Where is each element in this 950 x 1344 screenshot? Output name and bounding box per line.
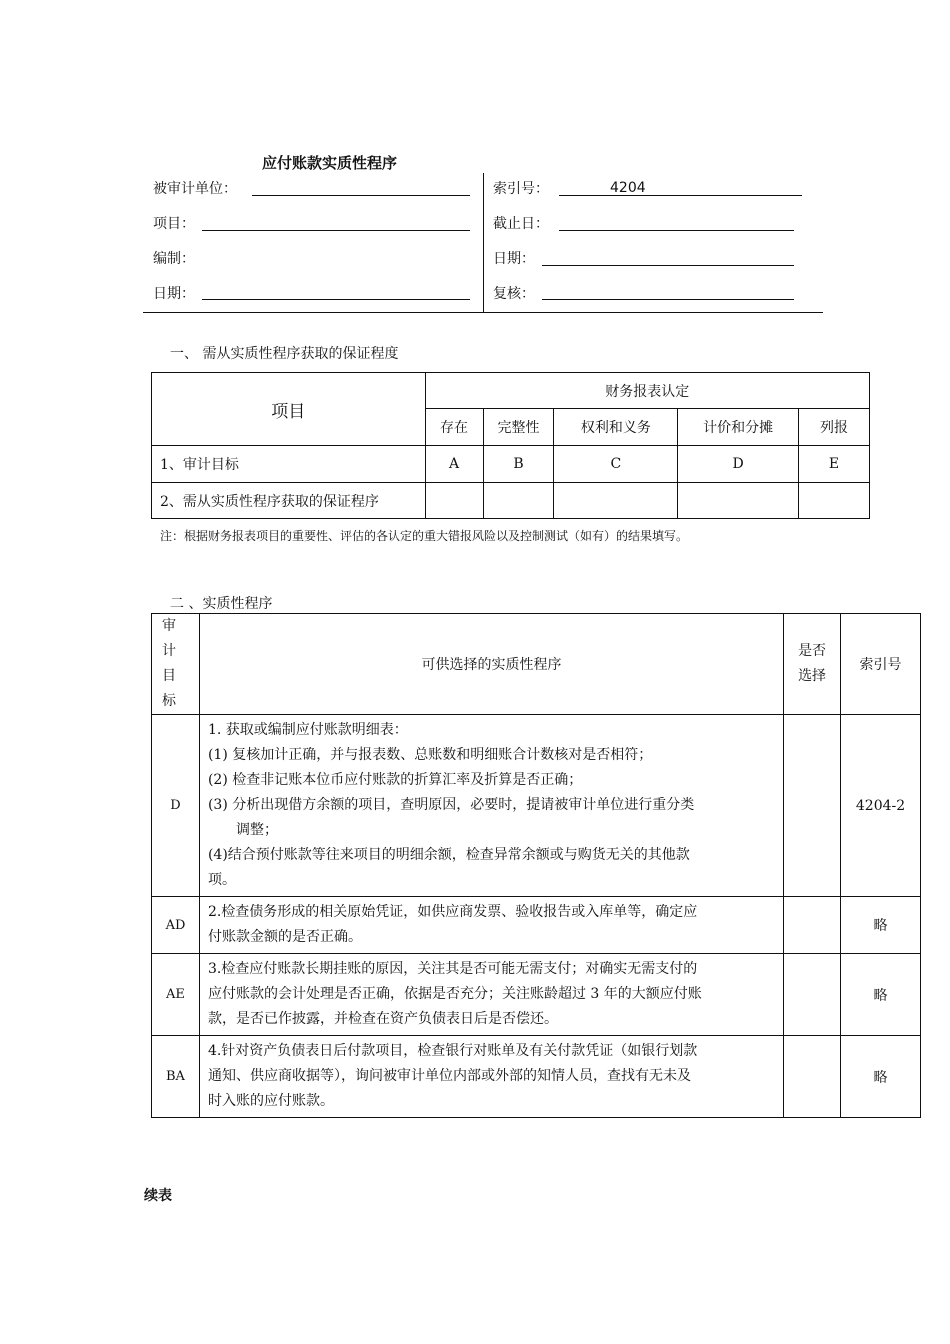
date-field-right[interactable] [542,265,794,266]
document-title: 应付账款实质性程序 [262,154,398,172]
auditee-field[interactable] [252,195,470,196]
col-index-header: 索引号 [841,614,921,715]
row-assurance-label: 2、需从实质性程序获取的保证程序 [152,483,426,519]
row-index: 略 [841,954,921,1036]
col-selected-header: 是否 选择 [784,614,841,715]
table-row [152,715,921,897]
section2-heading: 二 、实质性程序 [170,596,273,612]
prepared-label: 编制： [153,251,195,267]
table-row [152,897,921,954]
index-value: 4204 [610,180,646,196]
assurance-table [151,372,870,519]
assertion-completeness: 完整性 [483,409,554,446]
assertion-existence: 存在 [425,409,483,446]
cutoff-label: 截止日： [493,216,549,232]
row-target: D [152,715,200,897]
table-row [152,954,921,1036]
objective-c: C [554,446,678,483]
continued-label: 续表 [144,1188,172,1204]
review-label: 复核： [493,286,535,302]
assurance-cell-3[interactable] [554,483,678,519]
date-label-left: 日期： [153,286,195,302]
auditee-label: 被审计单位： [153,181,237,197]
date-label-right: 日期： [493,251,535,267]
section1-note: 注：根据财务报表项目的重要性、评估的各认定的重大错报风险以及控制测试（如有）的结果填写。 [160,529,689,543]
objective-a: A [425,446,483,483]
objective-b: B [483,446,554,483]
project-label: 项目： [153,216,195,232]
table-row [152,1036,921,1118]
col-procedure-header: 可供选择的实质性程序 [199,614,783,715]
header-divider [483,173,484,313]
assertion-presentation: 列报 [799,409,870,446]
row-selected-cell[interactable] [784,1036,841,1118]
row-procedure: 4.针对资产负债表日后付款项目，检查银行对账单及有关付款凭证（如银行划款 通知、供应商收据等），询问被审计单位内部或外部的知情人员，查找有无未及 时入账的应付账款。 [199,1036,783,1118]
procedures-table [151,613,921,1118]
row-target: BA [152,1036,200,1118]
row-audit-objective-label: 1、审计目标 [152,446,426,483]
row-procedure: 2.检查债务形成的相关原始凭证，如供应商发票、验收报告或入库单等，确定应 付账款金额的是否正确。 [199,897,783,954]
col-item-header: 项目 [152,373,426,446]
row-index: 4204-2 [841,715,921,897]
date-field-left[interactable] [202,299,470,300]
index-label: 索引号： [493,181,549,197]
review-field[interactable] [542,299,794,300]
objective-e: E [799,446,870,483]
row-index: 略 [841,897,921,954]
section1-heading: 一、 需从实质性程序获取的保证程度 [170,346,399,362]
cutoff-field[interactable] [559,230,794,231]
assurance-cell-5[interactable] [799,483,870,519]
row-procedure: 3.检查应付账款长期挂账的原因，关注其是否可能无需支付；对确实无需支付的 应付账款的会计处理是否正确，依据是否充分；关注账龄超过 3 年的大额应付账 款，是否已作披露，并检查在资产负债表日后是否偿还。 [199,954,783,1036]
row-target: AE [152,954,200,1036]
assurance-cell-4[interactable] [678,483,799,519]
index-field[interactable] [559,195,802,196]
col-target-header: 审 计 目 标 [152,614,200,715]
row-selected-cell[interactable] [784,715,841,897]
col-assertions-header: 财务报表认定 [425,373,869,409]
row-procedure: 1. 获取或编制应付账款明细表： (1) 复核加计正确，并与报表数、总账数和明细账合计数核对是否相符； (2) 检查非记账本位币应付账款的折算汇率及折算是否正确； (3) 分析出现借方余额的项目，查明原因，必要时，提请被审计单位进行重分类 调整； (4)结合预付账款等往来项目的明细余额，检查异常余额或与购货无关的其他款 项。 [199,715,783,897]
project-field[interactable] [202,230,470,231]
row-selected-cell[interactable] [784,954,841,1036]
assertion-rights-obligations: 权利和义务 [554,409,678,446]
assertion-valuation-allocation: 计价和分摊 [678,409,799,446]
header-bottom-rule [143,312,823,313]
assurance-cell-1[interactable] [425,483,483,519]
row-selected-cell[interactable] [784,897,841,954]
assurance-cell-2[interactable] [483,483,554,519]
row-index: 略 [841,1036,921,1118]
row-target: AD [152,897,200,954]
objective-d: D [678,446,799,483]
